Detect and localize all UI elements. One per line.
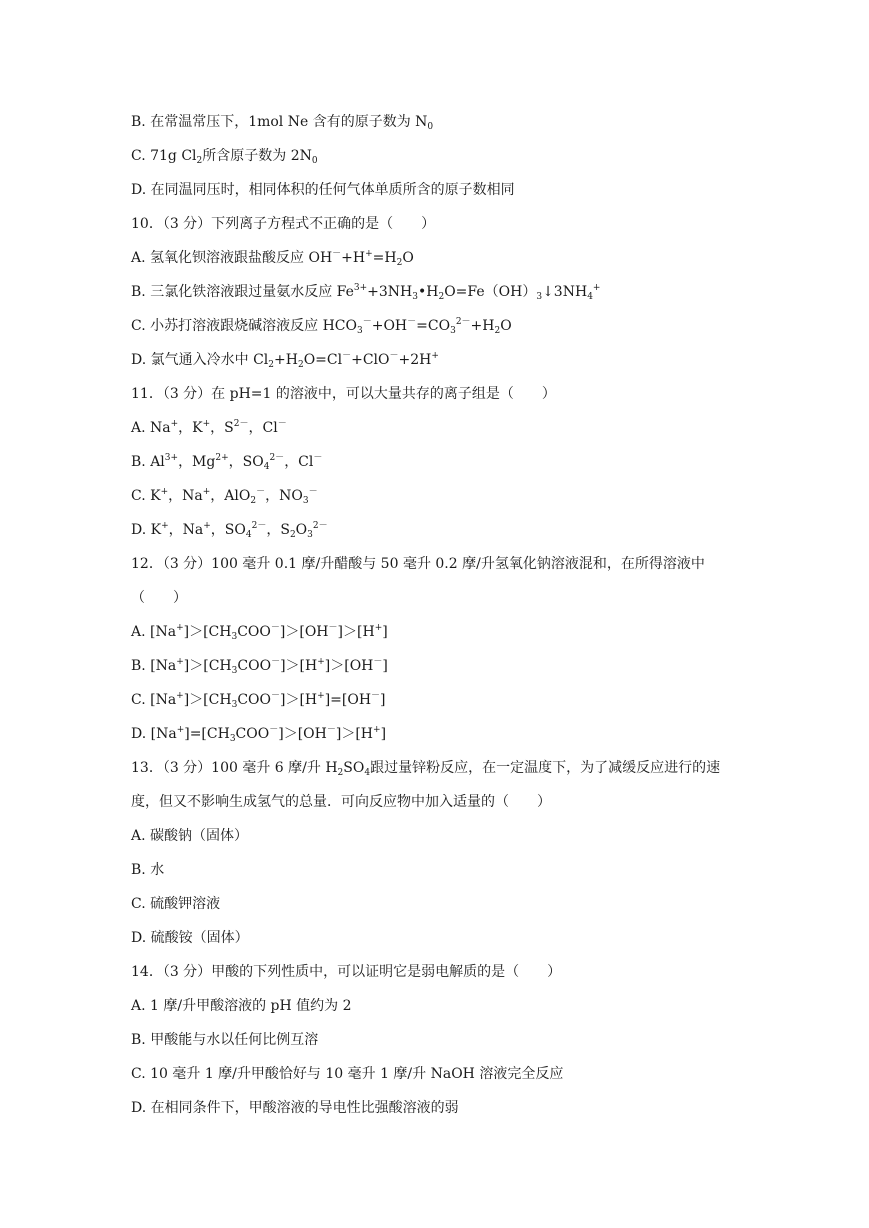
text-segment: ]＞[CH xyxy=(183,624,232,640)
text-segment: 14．（3 分）甲酸的下列性质中，可以证明它是弱电解质的是（ ） xyxy=(131,964,562,980)
text-segment: 3 xyxy=(356,326,363,336)
text-segment: 3+ xyxy=(353,283,368,293)
text-segment: 0 xyxy=(311,156,318,166)
text-segment: 2+ xyxy=(215,453,229,463)
text-segment: － xyxy=(269,725,279,735)
text-segment: 4 xyxy=(245,530,252,540)
text-segment: ，Mg xyxy=(178,454,216,470)
text-segment: 2－ xyxy=(269,453,285,463)
text-segment: ，Cl xyxy=(248,420,278,436)
text-segment: +H xyxy=(341,250,366,266)
text-line-q10-c xyxy=(131,316,512,336)
text-segment: 3 xyxy=(307,530,313,540)
text-segment: ]＞[CH xyxy=(183,658,232,674)
text-segment: + xyxy=(202,487,211,497)
text-line-q14 xyxy=(131,962,561,982)
text-segment: 2 xyxy=(396,258,403,268)
text-segment: ]＞[H xyxy=(280,692,318,708)
text-segment: A. 氢氧化钡溶液跟盐酸反应 OH xyxy=(131,250,333,266)
text-segment: + xyxy=(202,419,211,429)
text-line-q10-d xyxy=(131,350,439,370)
text-segment: C. 硫酸钾溶液 xyxy=(131,896,221,912)
text-segment: O xyxy=(295,522,308,538)
text-line-q13-d xyxy=(131,928,249,948)
text-segment: 3 xyxy=(231,700,238,710)
text-segment: ]=[OH xyxy=(324,692,372,708)
text-segment: 13．（3 分）100 毫升 6 摩/升 H xyxy=(131,760,338,776)
text-segment: 2－ xyxy=(233,419,249,429)
text-segment: 0 xyxy=(427,122,434,132)
text-segment: O=Fe（OH） xyxy=(444,284,537,300)
text-segment: B. Al xyxy=(131,454,165,470)
text-segment: 3 xyxy=(536,292,543,302)
text-segment: － xyxy=(256,487,266,497)
text-segment: + xyxy=(373,725,381,735)
text-segment: 3 xyxy=(412,292,418,302)
text-segment: + xyxy=(592,283,601,293)
text-segment: 所含原子数为 2N xyxy=(202,148,312,164)
text-segment: 2 xyxy=(297,360,304,370)
text-segment: COO xyxy=(237,658,272,674)
text-segment: D. K xyxy=(131,522,162,538)
text-line-q12-a xyxy=(131,622,388,642)
text-segment: COO xyxy=(237,624,271,640)
text-line-q10-b xyxy=(131,282,600,302)
text-segment: + xyxy=(161,521,169,531)
text-segment: 4 xyxy=(364,768,371,778)
text-segment: 2 xyxy=(438,292,445,302)
text-segment: A. [Na xyxy=(131,624,177,640)
text-segment: － xyxy=(271,657,281,667)
text-line-q10 xyxy=(131,214,435,234)
text-segment: ↓3NH xyxy=(542,284,588,300)
text-segment: 2 xyxy=(196,156,203,166)
text-segment: （ ） xyxy=(131,590,187,606)
text-segment: B. 三氯化铁溶液跟过量氨水反应 Fe xyxy=(131,284,354,300)
text-segment: ]＞[H xyxy=(335,726,374,742)
text-segment: B. 甲酸能与水以任何比例互溶 xyxy=(131,1032,319,1048)
text-segment: － xyxy=(373,657,383,667)
text-segment: + xyxy=(374,623,383,633)
text-segment: + xyxy=(170,419,179,429)
text-segment: 10．（3 分）下列离子方程式不正确的是（ ） xyxy=(131,216,436,232)
text-segment: 3 xyxy=(450,326,456,336)
text-segment: B. [Na xyxy=(131,658,177,674)
text-segment: 4 xyxy=(587,292,593,302)
text-segment: ]＞[CH xyxy=(183,692,232,708)
text-segment: ，NO xyxy=(265,488,303,504)
text-segment: 2－ xyxy=(312,521,328,531)
text-segment: ，Na xyxy=(168,522,204,538)
text-line-q13-a xyxy=(131,826,248,846)
text-segment: + xyxy=(160,487,169,497)
text-segment: A. 1 摩/升甲酸溶液的 pH 值约为 2 xyxy=(131,998,352,1014)
text-segment: + xyxy=(176,725,185,735)
text-segment: O xyxy=(500,318,512,334)
text-segment: C. 10 毫升 1 摩/升甲酸恰好与 10 毫升 1 摩/升 NaOH 溶液完全反应 xyxy=(131,1066,564,1082)
text-segment: － xyxy=(313,453,323,463)
text-line-q14-a xyxy=(131,996,352,1016)
text-line-q11-b xyxy=(131,452,322,472)
text-segment: － xyxy=(277,419,287,429)
text-line-q9-c xyxy=(131,146,318,166)
text-segment: + xyxy=(317,691,325,701)
text-line-q12-cont xyxy=(131,588,187,608)
text-segment: COO xyxy=(235,726,270,742)
text-segment: + xyxy=(431,351,439,361)
text-segment: + xyxy=(176,623,184,633)
text-segment: B. 水 xyxy=(131,862,165,878)
text-segment: ]＞[OH xyxy=(278,726,327,742)
text-segment: 2 xyxy=(337,768,344,778)
text-segment: ，S xyxy=(266,522,290,538)
text-segment: + xyxy=(203,521,211,531)
text-segment: － xyxy=(308,487,318,497)
text-segment: － xyxy=(326,725,336,735)
text-segment: + xyxy=(176,691,184,701)
text-segment: 度，但又不影响生成氢气的总量．可向反应物中加入适量的（ ） xyxy=(131,794,551,810)
text-segment: 3 xyxy=(229,734,236,744)
text-line-q13 xyxy=(131,758,720,778)
text-segment: D. [Na xyxy=(131,726,177,742)
text-segment: + xyxy=(365,249,373,259)
text-segment: O=Cl xyxy=(303,352,343,368)
text-segment: ]＞[H xyxy=(337,624,375,640)
text-segment: － xyxy=(328,623,338,633)
text-segment: 3 xyxy=(231,632,238,642)
text-segment: C. [Na xyxy=(131,692,177,708)
text-segment: + xyxy=(176,657,184,667)
text-segment: +H xyxy=(470,318,495,334)
text-segment: － xyxy=(332,249,342,259)
text-segment: ，AlO xyxy=(210,488,251,504)
text-segment: C. K xyxy=(131,488,161,504)
text-segment: A. 碳酸钠（固体） xyxy=(131,828,249,844)
text-segment: •H xyxy=(418,284,439,300)
text-segment: ] xyxy=(380,692,386,708)
text-segment: +3NH xyxy=(367,284,413,300)
text-segment: ] xyxy=(382,658,388,674)
text-line-q12-b xyxy=(131,656,388,676)
text-segment: ，K xyxy=(178,420,203,436)
text-segment: 11．（3 分）在 pH=1 的溶液中，可以大量共存的离子组是（ ） xyxy=(131,386,556,402)
text-line-q14-d xyxy=(131,1098,459,1118)
text-segment: 4 xyxy=(263,462,270,472)
text-segment: +ClO xyxy=(351,352,390,368)
text-segment: D. 硫酸铵（固体） xyxy=(131,930,249,946)
text-line-q9-d xyxy=(131,180,515,200)
text-segment: 2 xyxy=(494,326,501,336)
text-segment: +H xyxy=(274,352,298,368)
text-segment: B. 在常温常压下，1mol Ne 含有的原子数为 N xyxy=(131,114,428,130)
text-segment: ]＞[OH xyxy=(324,658,374,674)
text-segment: 跟过量锌粉反应，在一定温度下，为了减缓反应进行的速 xyxy=(370,760,721,776)
text-line-q14-c xyxy=(131,1064,563,1084)
text-segment: +2H xyxy=(398,352,432,368)
text-segment: ，Cl xyxy=(284,454,314,470)
text-line-q13-c xyxy=(131,894,220,914)
text-segment: 3 xyxy=(302,496,309,506)
text-segment: ]＞[OH xyxy=(279,624,329,640)
text-segment: ，SO xyxy=(210,522,246,538)
text-segment: － xyxy=(407,317,417,327)
text-line-q11-d xyxy=(131,520,328,540)
text-segment: － xyxy=(389,351,399,361)
text-segment: COO xyxy=(237,692,271,708)
text-line-q11-c xyxy=(131,486,318,506)
text-segment: 2－ xyxy=(251,521,267,531)
text-line-q12 xyxy=(131,554,705,574)
text-segment: ] xyxy=(380,726,387,742)
text-segment: ]=[CH xyxy=(184,726,230,742)
text-segment: 3 xyxy=(231,666,238,676)
text-line-q13-cont xyxy=(131,792,551,812)
text-line-q10-a xyxy=(131,248,414,268)
text-segment: － xyxy=(362,317,372,327)
text-segment: =CO xyxy=(416,318,451,334)
text-line-q9-b xyxy=(131,112,433,132)
text-segment: 3+ xyxy=(164,453,179,463)
text-line-q14-b xyxy=(131,1030,318,1050)
text-segment: ]＞[H xyxy=(280,658,318,674)
text-segment: 12．（3 分）100 毫升 0.1 摩/升醋酸与 50 毫升 0.2 摩/升氢氧化钠溶液混和，在所得溶液中 xyxy=(131,556,705,572)
text-line-q11-a xyxy=(131,418,287,438)
text-segment: + xyxy=(317,657,325,667)
text-line-q11 xyxy=(131,384,556,404)
text-segment: 2 xyxy=(289,530,296,540)
text-segment: O xyxy=(402,250,414,266)
text-segment: ，Na xyxy=(168,488,203,504)
text-segment: 2 xyxy=(268,360,274,370)
text-segment: － xyxy=(270,691,280,701)
text-line-q13-b xyxy=(131,860,164,880)
text-segment: － xyxy=(371,691,381,701)
text-segment: SO xyxy=(343,760,365,776)
text-segment: D. 在同温同压时，相同体积的任何气体单质所含的原子数相同 xyxy=(131,182,515,198)
text-segment: C. 71g Cl xyxy=(131,148,197,164)
text-line-q12-c xyxy=(131,690,386,710)
text-segment: ，SO xyxy=(228,454,264,470)
text-segment: 2－ xyxy=(455,317,471,327)
text-segment: － xyxy=(342,351,352,361)
text-segment: C. 小苏打溶液跟烧碱溶液反应 HCO xyxy=(131,318,357,334)
text-segment: ] xyxy=(382,624,388,640)
text-segment: － xyxy=(270,623,280,633)
text-segment: D. 氯气通入冷水中 Cl xyxy=(131,352,269,368)
text-segment: +OH xyxy=(371,318,408,334)
text-segment: =H xyxy=(372,250,397,266)
text-segment: ，S xyxy=(210,420,234,436)
text-segment: D. 在相同条件下，甲酸溶液的导电性比强酸溶液的弱 xyxy=(131,1100,459,1116)
text-line-q12-d xyxy=(131,724,386,744)
text-segment: 2 xyxy=(250,496,257,506)
text-segment: A. Na xyxy=(131,420,171,436)
